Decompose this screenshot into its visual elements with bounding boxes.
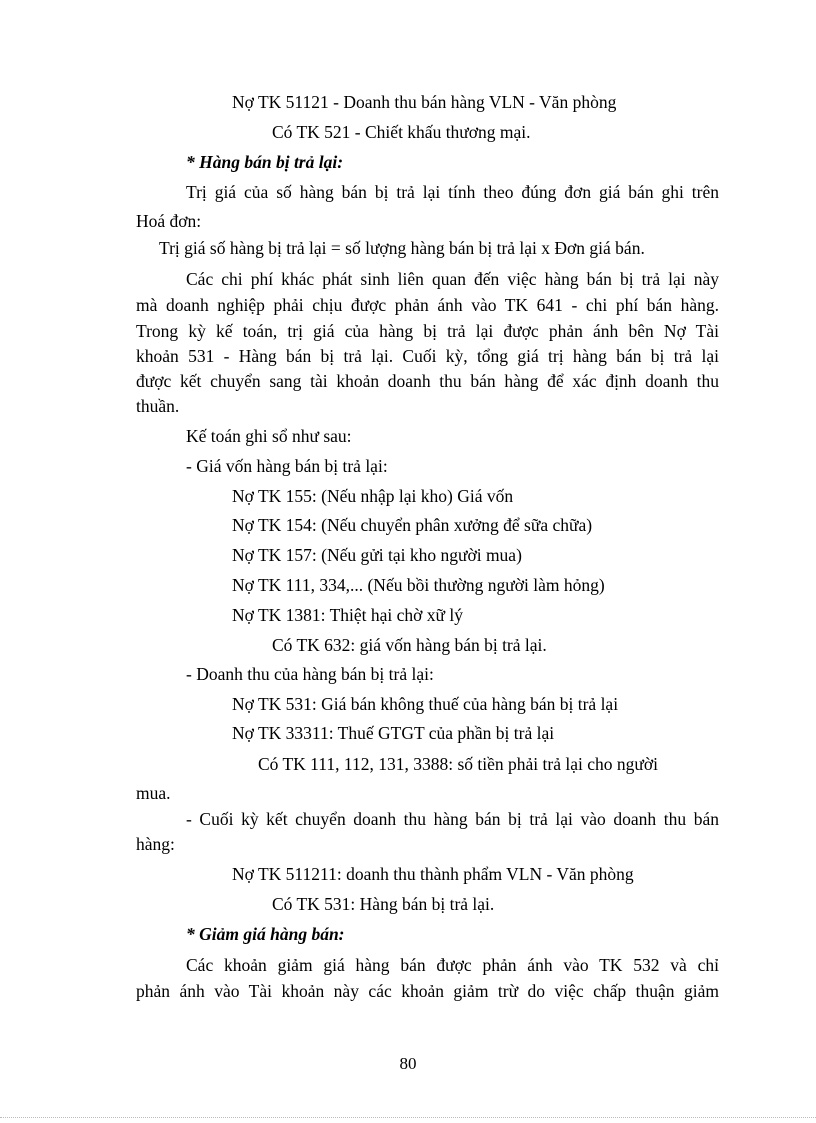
formula-line: Trị giá số hàng bị trả lại = số lượng hàng bán bị trả lại x Đơn giá bán. <box>159 238 645 258</box>
entry-no-51121: Nợ TK 51121 - Doanh thu bán hàng VLN - Văn phòng <box>232 92 617 112</box>
paragraph-line: Các chi phí khác phát sinh liên quan đến việc hàng bán bị trả lại này <box>186 269 719 289</box>
entry-line: Nợ TK 157: (Nếu gửi tại kho người mua) <box>232 545 522 565</box>
footer-divider <box>0 1117 816 1118</box>
entry-line: Nợ TK 155: (Nếu nhập lại kho) Giá vốn <box>232 486 514 506</box>
entry-line: Có TK 531: Hàng bán bị trả lại. <box>272 894 495 914</box>
section-heading-price-reduction: * Giảm giá hàng bán: <box>186 924 345 944</box>
paragraph-line: Trị giá của số hàng bán bị trả lại tính theo đúng đơn giá bán ghi trên <box>186 182 719 202</box>
section-heading-returned-goods: * Hàng bán bị trả lại: <box>186 152 344 172</box>
entry-co-521: Có TK 521 - Chiết khấu thương mại. <box>272 122 531 142</box>
entry-line: Nợ TK 511211: doanh thu thành phẩm VLN - Văn phòng <box>232 864 634 884</box>
paragraph-line: thuần. <box>136 396 180 416</box>
entry-line: Nợ TK 111, 334,... (Nếu bồi thường người làm hỏng) <box>232 575 605 595</box>
entry-line: Nợ TK 154: (Nếu chuyển phân xưởng để sữa chữa) <box>232 515 593 535</box>
list-item: - Cuối kỳ kết chuyển doanh thu hàng bán bị trả lại vào doanh thu bán <box>186 809 719 829</box>
paragraph-line: Trong kỳ kế toán, trị giá của hàng bị trả lại được phản ánh bên Nợ Tài <box>136 321 719 341</box>
page-number: 80 <box>399 1054 417 1073</box>
list-item: hàng: <box>136 834 175 854</box>
paragraph-line: phản ánh vào Tài khoản này các khoản giảm trừ do việc chấp thuận giảm <box>136 981 719 1001</box>
entry-line: Nợ TK 1381: Thiệt hại chờ xữ lý <box>232 605 464 625</box>
entry-line: mua. <box>136 783 171 803</box>
entry-line: Có TK 632: giá vốn hàng bán bị trả lại. <box>272 635 547 655</box>
paragraph-line: Hoá đơn: <box>136 211 202 231</box>
list-item: - Giá vốn hàng bán bị trả lại: <box>186 456 388 476</box>
entry-line: Nợ TK 531: Giá bán không thuế của hàng bán bị trả lại <box>232 694 619 714</box>
entry-line: Nợ TK 33311: Thuế GTGT của phần bị trả lại <box>232 723 555 743</box>
paragraph-line: mà doanh nghiệp phải chịu được phản ánh vào TK 641 - chi phí bán hàng. <box>136 295 719 315</box>
paragraph-line: khoản 531 - Hàng bán bị trả lại. Cuối kỳ, tổng giá trị hàng bán bị trả lại <box>136 346 719 366</box>
paragraph-line: Kế toán ghi sổ như sau: <box>186 426 352 446</box>
paragraph-line: Các khoản giảm giá hàng bán được phản ánh vào TK 532 và chỉ <box>186 955 719 975</box>
list-item: - Doanh thu của hàng bán bị trả lại: <box>186 664 434 684</box>
paragraph-line: được kết chuyển sang tài khoản doanh thu bán hàng để xác định doanh thu <box>136 371 719 391</box>
entry-line: Có TK 111, 112, 131, 3388: số tiền phải trả lại cho người <box>258 754 658 774</box>
